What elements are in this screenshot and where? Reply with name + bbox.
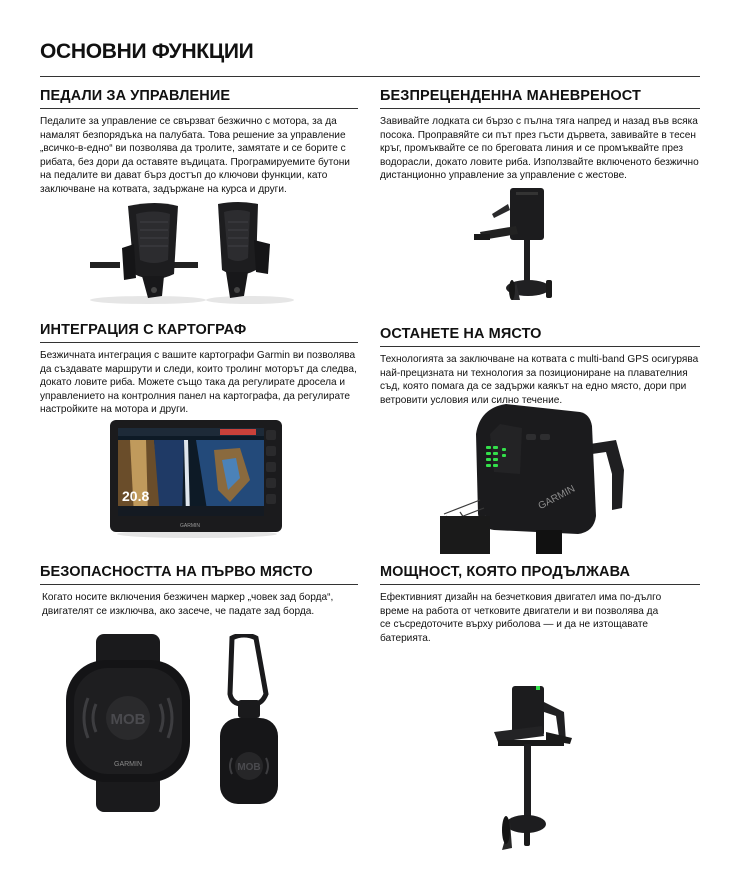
device-brand-label: GARMIN <box>536 483 578 513</box>
section-title: ОСТАНЕТЕ НА МЯСТО <box>380 326 700 347</box>
section-title: БЕЗОПАСНОСТТА НА ПЪРВО МЯСТО <box>40 564 358 585</box>
device-brand-label: GARMIN <box>114 761 142 768</box>
section-title: МОЩНОСТ, КОЯТО ПРОДЪЛЖАВА <box>380 564 700 585</box>
mob-devices-image <box>66 634 296 812</box>
section-anchor-lock <box>380 326 700 407</box>
section-body: Завивайте лодката си бързо с пълна тяга напред и назад във всяка посока. Проправяйте си път през гъсти дървета, завивайте в тесен кръг, промъквайте се по бреговата линия и се промъквайте през водорасли, докато ловите риба. Използвайте включеното безжично дистанционно управление за управление с жестове. <box>380 116 699 182</box>
section-body: Ефективният дизайн на безчетковия двигател има по-дълго време на работа от четковите двигатели и ви позволява да се съсредоточите върху риболова — и да не изтощавате батерията. <box>380 592 662 644</box>
section-body: Когато носите включения безжичен маркер „човек зад борда“, двигателят се изключва, ако засече, че падате зад борда. <box>42 592 334 617</box>
section-title: ИНТЕГРАЦИЯ С КАРТОГРАФ <box>40 322 358 343</box>
full-motor-image <box>490 682 580 856</box>
section-safety <box>40 564 358 618</box>
screen-depth-readout: 20.8 <box>122 488 150 504</box>
section-foot-pedals <box>40 88 358 197</box>
motor-head-image <box>440 404 630 554</box>
mob-fob-badge-label: MOB <box>237 762 261 773</box>
section-body: Технологията за заключване на котвата с multi-band GPS осигурява най-прецизната ни технология за позициониране на плавателния съд, която помага да се задържи каякът на едно място, дори при ветровити условия или силно течение. <box>380 354 699 406</box>
foot-pedals-image <box>88 200 298 306</box>
page-title: ОСНОВНИ ФУНКЦИИ <box>40 40 254 63</box>
title-divider <box>40 76 700 77</box>
chartplotter-image <box>110 420 284 538</box>
device-brand-label: GARMIN <box>180 523 200 529</box>
section-maneuverability <box>380 88 700 183</box>
section-body: Безжичната интеграция с вашите картографи Garmin ви позволява да създавате маршрути и следи, които тролинг моторът да следва, докато ловите риба. Можете също така да регулирате дросела и управлението на контролния панел на картографа, да регулирате настройките на мотора и други. <box>40 350 357 416</box>
section-chartplotter <box>40 322 358 417</box>
section-body: Педалите за управление се свързват безжично с мотора, за да намалят безпорядъка на палубата. Това решение за управление „всичко-в-едно“ ви позволява да тролите, замятате и се борите с рибата, без дори да оставяте въдицата. Програмируемите бутони на педалите ви дават бърз достъп до ключови функции, като заключване на котвата, задържане на курса и други. <box>40 116 350 195</box>
mob-badge-label: MOB <box>110 711 146 728</box>
trolling-motor-image <box>472 184 582 306</box>
section-title: ПЕДАЛИ ЗА УПРАВЛЕНИЕ <box>40 88 358 109</box>
section-power <box>380 564 700 645</box>
section-title: БЕЗПРЕЦЕНДЕННА МАНЕВРЕНОСТ <box>380 88 700 109</box>
